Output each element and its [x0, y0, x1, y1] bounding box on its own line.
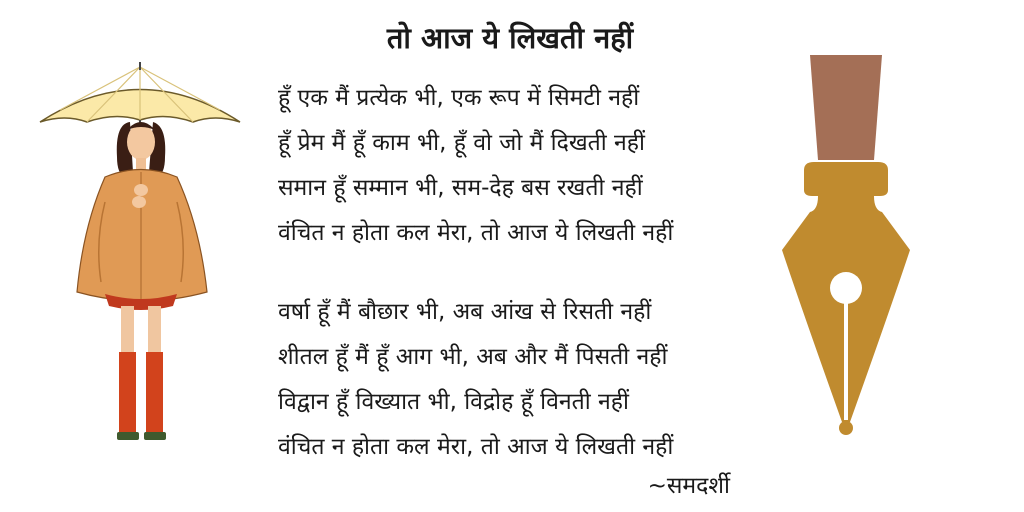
poem-title: तो आज ये लिखती नहीं — [386, 21, 634, 55]
fountain-pen-nib-illustration — [770, 50, 920, 440]
poem-line: विद्वान हूँ विख्यात भी, विद्रोह हूँ विनती नहीं — [278, 389, 629, 415]
pen-nib-icon — [782, 55, 910, 435]
poem-stanza-1 — [278, 76, 758, 256]
poem-line: वर्षा हूँ मैं बौछार भी, अब आंख से रिसती नहीं — [278, 299, 652, 325]
poem-line: हूँ एक मैं प्रत्येक भी, एक रूप में सिमटी नहीं — [278, 85, 640, 111]
poem-line: वंचित न होता कल मेरा, तो आज ये लिखती नहीं — [278, 434, 674, 460]
poem-stanza-2 — [278, 290, 758, 470]
poem-line: वंचित न होता कल मेरा, तो आज ये लिखती नहीं — [278, 220, 674, 246]
woman-with-umbrella-illustration — [35, 62, 245, 452]
poem-line: समान हूँ सम्मान भी, सम-देह बस रखती नहीं — [278, 175, 643, 201]
poem-line: हूँ प्रेम मैं हूँ काम भी, हूँ वो जो मैं दिखती नहीं — [278, 130, 645, 156]
poem-line: शीतल हूँ मैं हूँ आग भी, अब और मैं पिसती नहीं — [278, 344, 668, 370]
poem-signature: ~समदर्शी — [647, 473, 730, 499]
